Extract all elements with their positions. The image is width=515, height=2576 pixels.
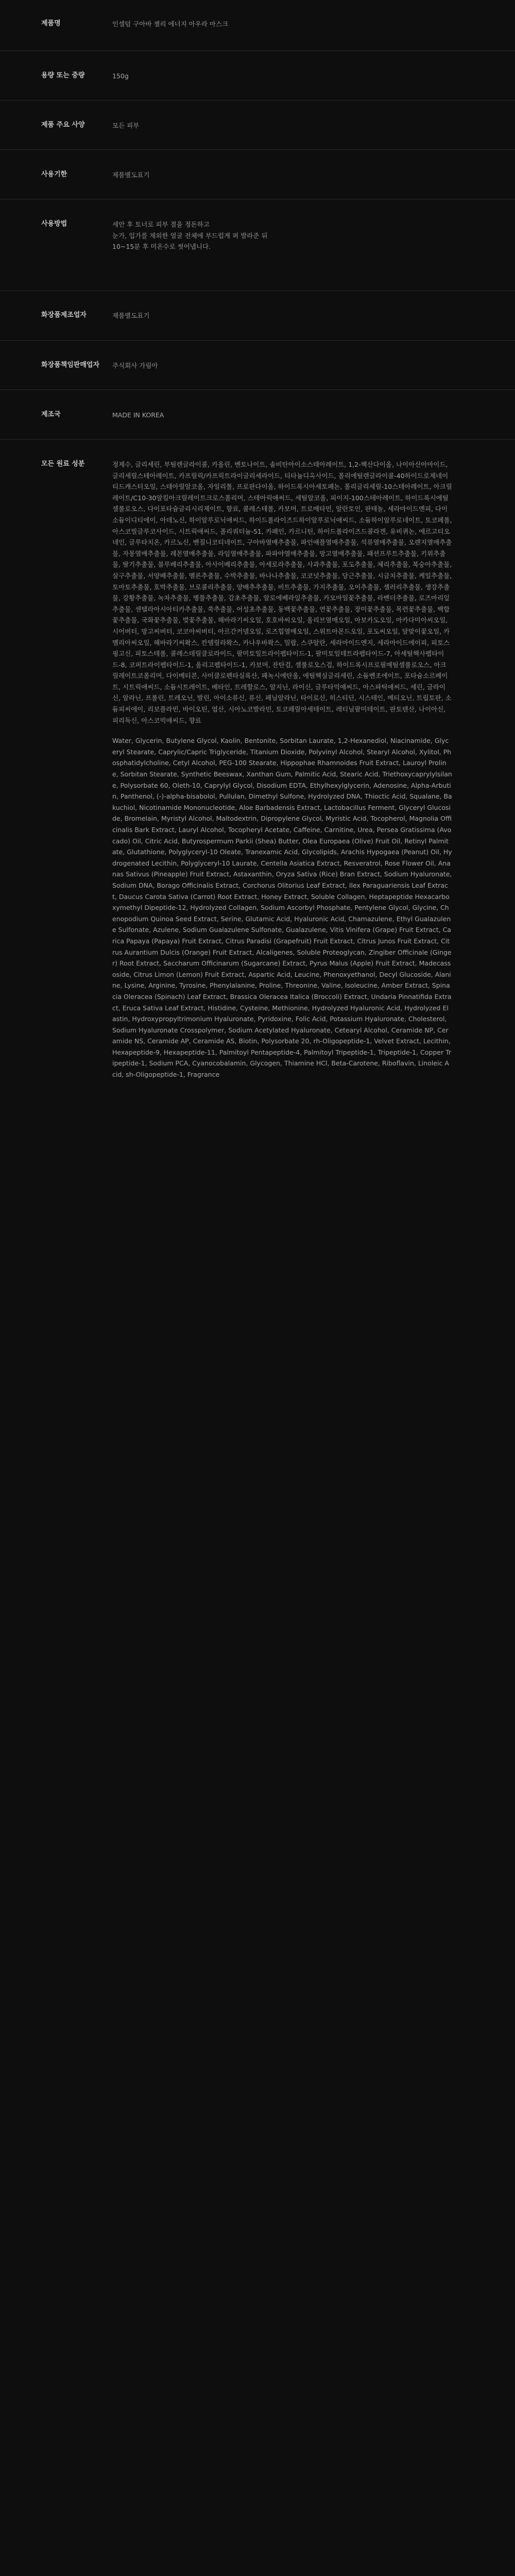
spec-row-product-name xyxy=(0,2,515,51)
spec-value: 인셀덤 구아바 젤리 에너지 아우라 마스크 xyxy=(112,20,229,28)
ingredients-gap xyxy=(112,726,452,735)
spec-row-distributor xyxy=(0,341,515,390)
ingredients-english: Water, Glycerin, Butylene Glycol, Kaolin, Bentonite, Sorbitan Laurate, 1,2-Hexanediol, Niacinamide, Glyceryl Stearate, Caprylic/Capric Triglyceride, Titanium Dioxide, Polyvinyl Alcohol, Stearyl Alcohol, Xylitol, Phosphatidylcholine, Cetyl Alcohol, PEG-100 Stearate, Hippophae Rhamnoides Fruit Extract, Lauroyl Proline, Sorbitan Stearate, Synthetic Beeswax, Xanthan Gum, Palmitic Acid, Stearic Acid, Triethoxycaprylylsilane, Polysorbate 60, Oleth-10, Caprylyl Glycol, Disodium EDTA, Ethylhexylglycerin, Adenosine, Alpha-Arbutin, Panthenol, (-)-alpha-bisabolol, Pullulan, Dimethyl Sulfone, Hydrolyzed DNA, Thioctic Acid, Squalane, Bakuchiol, Nicotinamide Mononucleotide, Aloe Barbadensis Extract, Lactobacillus Ferment, Glyceryl Glucoside, Bromelain, Myristyl Alcohol, Maltodextrin, Dipropylene Glycol, Myristic Acid, Tocopherol, Magnolia Officinalis Bark Extract, Lauryl Alcohol, Tocopheryl Acetate, Caffeine, Carnitine, Urea, Persea Gratissima (Avocado) Oil, Citric Acid, Butyrospermum Parkii (Shea) Butter, Olea Europaea (Olive) Fruit Oil, Retinyl Palmitate, Glutathione, Polyglyceryl-10 Oleate, Tranexamic Acid, Glycolipids, Arachis Hypogaea (Peanut) Oil, Hydrogenated Lecithin, Polyglyceryl-10 Laurate, Centella Asiatica Extract, Resveratrol, Rose Flower Oil, Ananas Sativus (Pineapple) Fruit Extract, Astaxanthin, Oryza Sativa (Rice) Bran Extract, Sodium Hyaluronate, Sodium DNA, Borago Officinalis Extract, Corchorus Olitorius Leaf Extract, Ilex Paraguariensis Leaf Extract, Daucus Carota Sativa (Carrot) Root Extract, Honey Extract, Soluble Collagen, Heptapeptide Hexacarboxymethyl Dipeptide-12, Hydrolyzed Collagen, Sodium Ascorbyl Phosphate, Pentylene Glycol, Glycine, Chenopodium Quinoa Seed Extract, Serine, Glutamic Acid, Hyaluronic Acid, Chamazulene, Ethyl Gualazulene Sulfonate, Azulene, Sodium Gualazulene Sulfonate, Gualazulene, Vitis Vinifera (Grape) Fruit Extract, Carica Papaya (Papaya) Fruit Extract, Citrus Paradisi (Grapefruit) Fruit Extract, Citrus Junos Fruit Extract, Citrus Aurantium Dulcis (Orange) Fruit Extract, Alcaligenes, Soluble Proteoglycan, Zingiber Officinale (Ginger) Root Extract, Saccharum Officinarum (Sugarcane) Extract, Pyrus Malus (Apple) Fruit Extract, Madecassoside, Citrus Limon (Lemon) Fruit Extract, Aspartic Acid, Leucine, Phenoxyethanol, Decyl Glucoside, Alanine, Lysine, Arginine, Tyrosine, Phenylalanine, Proline, Threonine, Valine, Isoleucine, Amber Extract, Spinacia Oleracea (Spinach) Leaf Extract, Brassica Oleracea Italica (Broccoli) Extract, Undaria Pinnatifida Extract, Eruca Sativa Leaf Extract, Histidine, Cysteine, Methionine, Hydrolyzed Hyaluronic Acid, Hydrolyzed Elastin, Hydroxypropyltrimonium Hyaluronate, Pyridoxine, Folic Acid, Potassium Hyaluronate, Cholesterol, Sodium Hyaluronate Crosspolymer, Sodium Acetylated Hyaluronate, Cetearyl Alcohol, Ceramide NP, Ceramide NS, Ceramide AP, Ceramide AS, Biotin, Polysorbate 20, rh-Oligopeptide-1, Velvet Extract, Lecithin, Hexapeptide-9, Hexapeptide-11, Palmitoyl Pentapeptide-4, Palmitoyl Tripeptide-1, Tripeptide-1, Copper Tripeptide-1, Sodium PCA, Cyanocobalamin, Glycogen, Thiamine HCl, Beta-Carotene, Riboflavin, Linoleic Acid, sh-Oligopeptide-1, Fragrance xyxy=(112,737,452,1079)
spec-label: 화장품책임판매업자 xyxy=(41,361,100,369)
spec-row-capacity xyxy=(0,51,515,100)
spec-label: 제조국 xyxy=(41,411,61,418)
spec-row-ingredients xyxy=(0,439,515,2576)
spec-label: 사용방법 xyxy=(41,220,67,228)
spec-value: MADE IN KOREA xyxy=(112,411,164,419)
spec-row-usage xyxy=(0,199,515,291)
spec-value: 150g xyxy=(112,72,129,80)
spec-value: 모든 피부 xyxy=(112,122,140,129)
spec-value: 세안 후 토너로 피부 결을 정돈하고 눈가, 입가를 제외한 얼굴 전체에 부드럽게 펴 발라준 뒤 10~15분 후 미온수로 씻어냅니다. xyxy=(112,221,268,251)
spec-value: 제품별도표기 xyxy=(112,312,150,319)
spec-row-manufacturer xyxy=(0,291,515,341)
spec-value: 주식회사 가림아 xyxy=(112,362,158,369)
spec-label: 제품 주요 사양 xyxy=(41,121,85,129)
ingredients-korean: 정제수, 글리세린, 부틸렌글라이콜, 카올린, 벤토나이트, 솔비탄아이소스테아레이트, 1,2-헥산다이올, 나이아신아마이드, 글리세릴스테아레이트, 카프릴릭/카프릭트라이글리세라이드, 티타늄디옥사이드, 폴리에틸렌글라이콜-40하이드로제네이티드캐스터오일, 스테아릴알코올, 자일리톨, 프로판다이올, 하이드록시아세토페논, 폴리글리세릴-10스테아레이트, 아크릴레이트/C10-30알킬아크릴레이트크로스폴리머, 스테아릭애씨드, 세틸알코올, 피이지-100스테아레이트, 하이드록시에틸셀룰로오스, 다이포타슘글리시리제이트, 향료, 콜레스테롤, 카보머, 트로메타민, 알란토인, 판테놀, 세라마이드엔피, 다이소듐이디티에이, 아데노신, 하이알루로닉애씨드, 하이드롤라이즈드하이알루로닉애씨드, 소듐하이알루로네이트, 토코페롤, 아스코빌글루코사이드, 시트릭애씨드, 폴리쿼터늄-51, 카페인, 카르니틴, 하이드롤라이즈드콜라겐, 유비퀴논, 에르고티오네인, 글루타치온, 카르노신, 벤질니코티네이트, 구아바열매추출물, 파인애플열매추출물, 석류열매추출물, 오렌지열매추출물, 자몽열매추출물, 레몬열매추출물, 라임열매추출물, 파파야열매추출물, 망고열매추출물, 패션프루트추출물, 키위추출물, 딸기추출물, 블루베리추출물, 아사이베리추출물, 아세로라추출물, 사과추출물, 포도추출물, 체리추출물, 복숭아추출물, 살구추출물, 서양배추출물, 멜론추출물, 수박추출물, 바나나추출물, 코코넛추출물, 당근추출물, 시금치추출물, 케일추출물, 토마토추출물, 호박추출물, 브로콜리추출물, 양배추추출물, 비트추출물, 가지추출물, 오이추출물, 셀러리추출물, 생강추출물, 강황추출물, 녹차추출물, 병풀추출물, 감초추출물, 알로에베라잎추출물, 카모마일꽃추출물, 라벤더추출물, 로즈마리잎추출물, 센텔라아시아티카추출물, 쑥추출물, 어성초추출물, 동백꽃추출물, 연꽃추출물, 장미꽃추출물, 목련꽃추출물, 백합꽃추출물, 국화꽃추출물, 벚꽃추출물, 해바라기씨오일, 호호바씨오일, 올리브열매오일, 아보카도오일, 마카다미아씨오일, 시어버터, 망고씨버터, 코코아씨버터, 아르간커넬오일, 로즈힙열매오일, 스위트아몬드오일, 포도씨오일, 달맞이꽃오일, 카멜리아씨오일, 해바라기씨왁스, 칸델릴라왁스, 카나우바왁스, 밀랍, 스쿠알란, 세라마이드엔지, 세라마이드에이피, 피토스핑고신, 피토스테롤, 콜레스테릴클로라이드, 팔미토일트라이펩타이드-1, 팔미토일테트라펩타이드-7, 아세틸헥사펩타이드-8, 코퍼트라이펩타이드-1, 올리고펩타이드-1, 카보머, 잔탄검, 셀룰로오스검, 하이드록시프로필메틸셀룰로오스, 아크릴레이트코폴리머, 다이메티콘, 사이클로펜타실록산, 페녹시에탄올, 에틸헥실글리세린, 소듐벤조에이트, 포타슘소르베이트, 시트릭애씨드, 소듐시트레이트, 베타인, 트레할로스, 알지닌, 라이신, 글루타믹애씨드, 아스파틱애씨드, 세린, 글라이신, 알라닌, 프롤린, 트레오닌, 발린, 아이소류신, 류신, 페닐알라닌, 타이로신, 히스티딘, 시스테인, 메티오닌, 트립토판, 소듐피씨에이, 리보플라빈, 바이오틴, 엽산, 시아노코발라민, 토코페릴아세테이트, 레티닐팔미테이트, 판토텐산, 나이아신, 피리독신, 아스코빅애씨드, 향료 xyxy=(112,461,452,724)
spec-row-country xyxy=(0,390,515,439)
spec-value xyxy=(112,459,473,1080)
spec-row-expiry xyxy=(0,150,515,199)
spec-label: 모든 원료 성분 xyxy=(41,460,85,468)
spec-value: 제품별도표기 xyxy=(112,171,150,179)
spec-label: 화장품제조업자 xyxy=(41,311,87,319)
spec-row-main-spec xyxy=(0,100,515,150)
spec-label: 제품명 xyxy=(41,20,61,27)
spec-label: 사용기한 xyxy=(41,171,67,178)
spec-label: 용량 또는 중량 xyxy=(41,72,85,79)
